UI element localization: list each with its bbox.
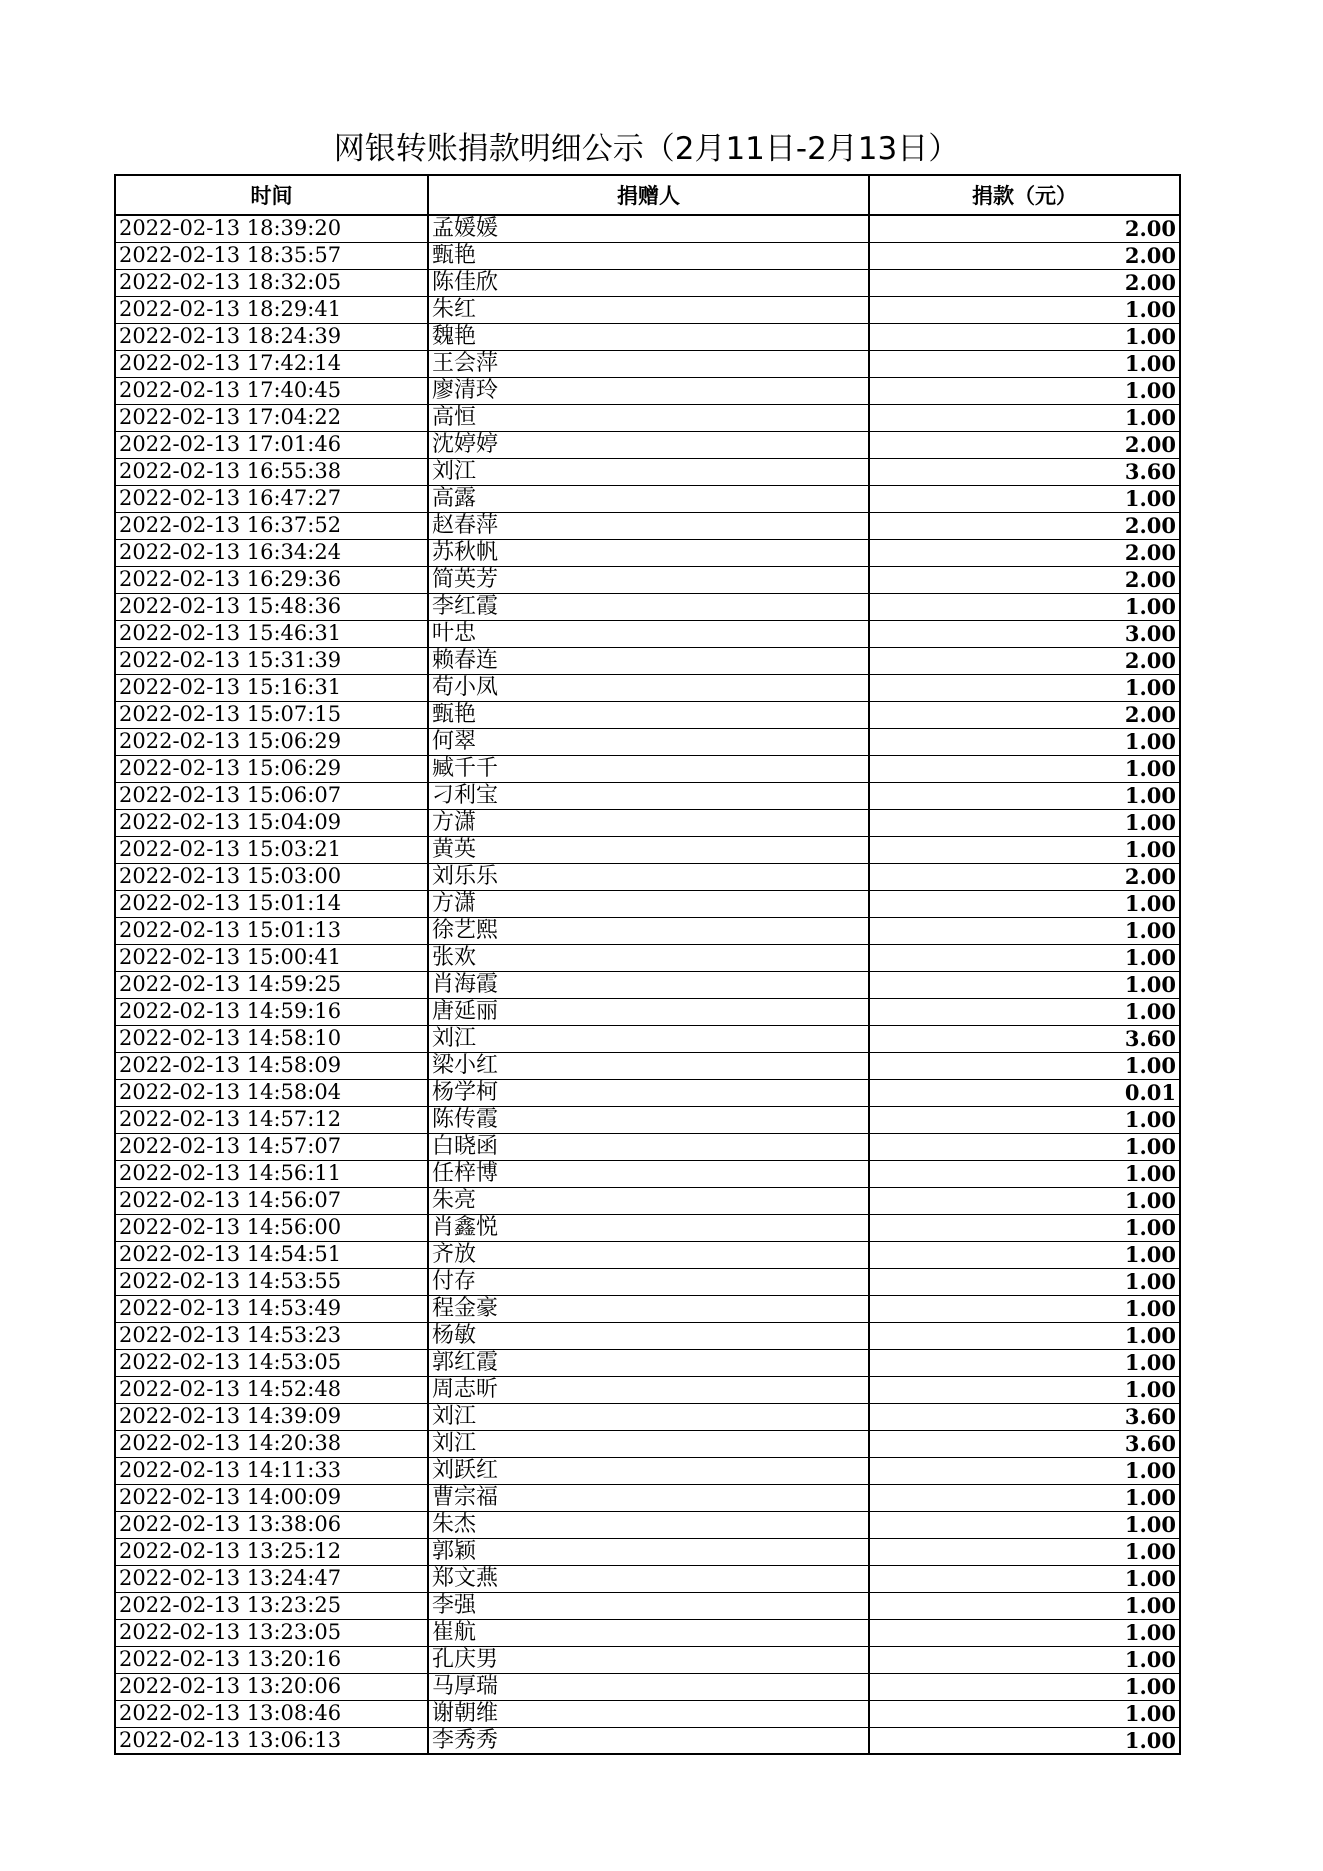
cell-amount: 1.00 xyxy=(869,404,1180,431)
cell-donor: 陈佳欣 xyxy=(428,269,869,296)
cell-time: 2022-02-13 14:53:23 xyxy=(115,1322,428,1349)
table-row xyxy=(115,998,1180,1025)
cell-donor: 肖海霞 xyxy=(428,971,869,998)
cell-amount: 1.00 xyxy=(869,1106,1180,1133)
cell-amount: 1.00 xyxy=(869,1214,1180,1241)
cell-amount: 1.00 xyxy=(869,1322,1180,1349)
cell-donor: 方潇 xyxy=(428,809,869,836)
table-row xyxy=(115,1322,1180,1349)
cell-time: 2022-02-13 14:00:09 xyxy=(115,1484,428,1511)
cell-time: 2022-02-13 15:04:09 xyxy=(115,809,428,836)
cell-donor: 唐延丽 xyxy=(428,998,869,1025)
cell-amount: 1.00 xyxy=(869,1565,1180,1592)
cell-donor: 臧千千 xyxy=(428,755,869,782)
cell-donor: 苏秋帆 xyxy=(428,539,869,566)
cell-time: 2022-02-13 16:29:36 xyxy=(115,566,428,593)
cell-time: 2022-02-13 17:40:45 xyxy=(115,377,428,404)
cell-amount: 2.00 xyxy=(869,242,1180,269)
cell-donor: 郭红霞 xyxy=(428,1349,869,1376)
table-row xyxy=(115,674,1180,701)
cell-amount: 1.00 xyxy=(869,1241,1180,1268)
table-row xyxy=(115,1727,1180,1754)
cell-amount: 1.00 xyxy=(869,890,1180,917)
cell-donor: 周志昕 xyxy=(428,1376,869,1403)
cell-donor: 曹宗福 xyxy=(428,1484,869,1511)
cell-donor: 孟媛媛 xyxy=(428,215,869,242)
table-row xyxy=(115,1187,1180,1214)
cell-donor: 黄英 xyxy=(428,836,869,863)
cell-time: 2022-02-13 15:03:00 xyxy=(115,863,428,890)
cell-donor: 甄艳 xyxy=(428,242,869,269)
table-row xyxy=(115,1403,1180,1430)
header-donor: 捐赠人 xyxy=(428,175,869,215)
cell-time: 2022-02-13 15:01:13 xyxy=(115,917,428,944)
cell-amount: 0.01 xyxy=(869,1079,1180,1106)
header-time: 时间 xyxy=(115,175,428,215)
cell-amount: 1.00 xyxy=(869,1457,1180,1484)
cell-amount: 1.00 xyxy=(869,1349,1180,1376)
cell-amount: 1.00 xyxy=(869,485,1180,512)
cell-amount: 2.00 xyxy=(869,431,1180,458)
cell-donor: 郑文燕 xyxy=(428,1565,869,1592)
table-row xyxy=(115,701,1180,728)
cell-donor: 赵春萍 xyxy=(428,512,869,539)
cell-donor: 叶忠 xyxy=(428,620,869,647)
cell-donor: 肖鑫悦 xyxy=(428,1214,869,1241)
cell-amount: 1.00 xyxy=(869,971,1180,998)
cell-time: 2022-02-13 13:23:25 xyxy=(115,1592,428,1619)
cell-time: 2022-02-13 14:56:00 xyxy=(115,1214,428,1241)
cell-amount: 1.00 xyxy=(869,1187,1180,1214)
cell-amount: 1.00 xyxy=(869,1727,1180,1754)
cell-amount: 1.00 xyxy=(869,296,1180,323)
table-row xyxy=(115,1052,1180,1079)
table-row xyxy=(115,431,1180,458)
cell-donor: 朱亮 xyxy=(428,1187,869,1214)
table-row xyxy=(115,1079,1180,1106)
cell-time: 2022-02-13 18:29:41 xyxy=(115,296,428,323)
cell-time: 2022-02-13 14:56:11 xyxy=(115,1160,428,1187)
cell-time: 2022-02-13 13:24:47 xyxy=(115,1565,428,1592)
cell-amount: 1.00 xyxy=(869,674,1180,701)
cell-time: 2022-02-13 17:01:46 xyxy=(115,431,428,458)
cell-time: 2022-02-13 14:58:04 xyxy=(115,1079,428,1106)
cell-amount: 2.00 xyxy=(869,863,1180,890)
table-body xyxy=(115,215,1180,1754)
cell-amount: 1.00 xyxy=(869,1376,1180,1403)
cell-amount: 1.00 xyxy=(869,836,1180,863)
cell-amount: 1.00 xyxy=(869,1160,1180,1187)
cell-donor: 程金豪 xyxy=(428,1295,869,1322)
cell-time: 2022-02-13 13:20:16 xyxy=(115,1646,428,1673)
table-row xyxy=(115,323,1180,350)
cell-time: 2022-02-13 15:06:29 xyxy=(115,728,428,755)
cell-donor: 杨学柯 xyxy=(428,1079,869,1106)
cell-time: 2022-02-13 15:06:07 xyxy=(115,782,428,809)
cell-time: 2022-02-13 14:57:07 xyxy=(115,1133,428,1160)
table-row xyxy=(115,1295,1180,1322)
cell-amount: 2.00 xyxy=(869,647,1180,674)
cell-time: 2022-02-13 14:53:05 xyxy=(115,1349,428,1376)
table-row xyxy=(115,1214,1180,1241)
table-row xyxy=(115,944,1180,971)
cell-time: 2022-02-13 16:34:24 xyxy=(115,539,428,566)
table-row xyxy=(115,458,1180,485)
table-row xyxy=(115,1457,1180,1484)
table-header-row xyxy=(115,175,1180,215)
cell-amount: 1.00 xyxy=(869,1538,1180,1565)
table-row xyxy=(115,377,1180,404)
cell-amount: 2.00 xyxy=(869,539,1180,566)
cell-time: 2022-02-13 14:52:48 xyxy=(115,1376,428,1403)
cell-amount: 1.00 xyxy=(869,1133,1180,1160)
table-row xyxy=(115,1268,1180,1295)
cell-time: 2022-02-13 15:07:15 xyxy=(115,701,428,728)
cell-amount: 1.00 xyxy=(869,1619,1180,1646)
cell-time: 2022-02-13 14:20:38 xyxy=(115,1430,428,1457)
cell-time: 2022-02-13 18:39:20 xyxy=(115,215,428,242)
cell-time: 2022-02-13 14:59:25 xyxy=(115,971,428,998)
cell-donor: 马厚瑞 xyxy=(428,1673,869,1700)
cell-time: 2022-02-13 18:35:57 xyxy=(115,242,428,269)
table-row xyxy=(115,755,1180,782)
cell-donor: 齐放 xyxy=(428,1241,869,1268)
table-row xyxy=(115,566,1180,593)
cell-time: 2022-02-13 14:57:12 xyxy=(115,1106,428,1133)
table-row xyxy=(115,1133,1180,1160)
cell-time: 2022-02-13 15:46:31 xyxy=(115,620,428,647)
cell-amount: 2.00 xyxy=(869,269,1180,296)
cell-amount: 1.00 xyxy=(869,1295,1180,1322)
cell-donor: 廖清玲 xyxy=(428,377,869,404)
cell-amount: 1.00 xyxy=(869,593,1180,620)
table-row xyxy=(115,890,1180,917)
table-row xyxy=(115,1646,1180,1673)
cell-donor: 王会萍 xyxy=(428,350,869,377)
cell-donor: 孔庆男 xyxy=(428,1646,869,1673)
table-row xyxy=(115,215,1180,242)
cell-donor: 简英芳 xyxy=(428,566,869,593)
cell-donor: 刁利宝 xyxy=(428,782,869,809)
cell-amount: 1.00 xyxy=(869,377,1180,404)
cell-time: 2022-02-13 16:47:27 xyxy=(115,485,428,512)
cell-amount: 2.00 xyxy=(869,512,1180,539)
cell-amount: 1.00 xyxy=(869,323,1180,350)
cell-time: 2022-02-13 14:56:07 xyxy=(115,1187,428,1214)
cell-donor: 刘江 xyxy=(428,1403,869,1430)
cell-time: 2022-02-13 15:16:31 xyxy=(115,674,428,701)
table-row xyxy=(115,404,1180,431)
cell-amount: 1.00 xyxy=(869,1484,1180,1511)
cell-donor: 刘江 xyxy=(428,1430,869,1457)
cell-amount: 2.00 xyxy=(869,215,1180,242)
cell-donor: 付存 xyxy=(428,1268,869,1295)
cell-donor: 朱红 xyxy=(428,296,869,323)
donation-table xyxy=(114,174,1181,1755)
cell-donor: 苟小凤 xyxy=(428,674,869,701)
cell-amount: 1.00 xyxy=(869,1052,1180,1079)
cell-time: 2022-02-13 13:23:05 xyxy=(115,1619,428,1646)
cell-donor: 李强 xyxy=(428,1592,869,1619)
cell-time: 2022-02-13 13:20:06 xyxy=(115,1673,428,1700)
table-row xyxy=(115,836,1180,863)
cell-donor: 高恒 xyxy=(428,404,869,431)
cell-time: 2022-02-13 14:39:09 xyxy=(115,1403,428,1430)
table-row xyxy=(115,1430,1180,1457)
cell-amount: 1.00 xyxy=(869,728,1180,755)
cell-time: 2022-02-13 14:54:51 xyxy=(115,1241,428,1268)
table-row xyxy=(115,971,1180,998)
cell-donor: 刘乐乐 xyxy=(428,863,869,890)
table-row xyxy=(115,782,1180,809)
cell-time: 2022-02-13 17:04:22 xyxy=(115,404,428,431)
cell-amount: 1.00 xyxy=(869,1700,1180,1727)
cell-time: 2022-02-13 14:58:10 xyxy=(115,1025,428,1052)
cell-time: 2022-02-13 14:11:33 xyxy=(115,1457,428,1484)
cell-time: 2022-02-13 18:32:05 xyxy=(115,269,428,296)
cell-time: 2022-02-13 14:59:16 xyxy=(115,998,428,1025)
cell-time: 2022-02-13 13:08:46 xyxy=(115,1700,428,1727)
cell-time: 2022-02-13 15:01:14 xyxy=(115,890,428,917)
table-row xyxy=(115,593,1180,620)
table-row xyxy=(115,1700,1180,1727)
cell-time: 2022-02-13 15:31:39 xyxy=(115,647,428,674)
cell-amount: 1.00 xyxy=(869,998,1180,1025)
cell-time: 2022-02-13 14:58:09 xyxy=(115,1052,428,1079)
cell-time: 2022-02-13 13:38:06 xyxy=(115,1511,428,1538)
table-row xyxy=(115,1538,1180,1565)
cell-amount: 1.00 xyxy=(869,917,1180,944)
table-row xyxy=(115,1106,1180,1133)
cell-time: 2022-02-13 13:25:12 xyxy=(115,1538,428,1565)
cell-donor: 白晓函 xyxy=(428,1133,869,1160)
cell-time: 2022-02-13 15:06:29 xyxy=(115,755,428,782)
cell-amount: 1.00 xyxy=(869,1673,1180,1700)
cell-donor: 甄艳 xyxy=(428,701,869,728)
cell-donor: 郭颖 xyxy=(428,1538,869,1565)
table-row xyxy=(115,863,1180,890)
cell-amount: 1.00 xyxy=(869,809,1180,836)
cell-time: 2022-02-13 14:53:49 xyxy=(115,1295,428,1322)
cell-donor: 李红霞 xyxy=(428,593,869,620)
cell-donor: 方潇 xyxy=(428,890,869,917)
cell-time: 2022-02-13 14:53:55 xyxy=(115,1268,428,1295)
table-row xyxy=(115,1511,1180,1538)
table-row xyxy=(115,539,1180,566)
cell-donor: 赖春连 xyxy=(428,647,869,674)
cell-donor: 梁小红 xyxy=(428,1052,869,1079)
cell-time: 2022-02-13 15:03:21 xyxy=(115,836,428,863)
table-row xyxy=(115,1484,1180,1511)
cell-amount: 1.00 xyxy=(869,1592,1180,1619)
table-row xyxy=(115,1025,1180,1052)
cell-amount: 3.60 xyxy=(869,1403,1180,1430)
table-row xyxy=(115,809,1180,836)
cell-donor: 高露 xyxy=(428,485,869,512)
cell-donor: 魏艳 xyxy=(428,323,869,350)
table-row xyxy=(115,512,1180,539)
table-row xyxy=(115,1160,1180,1187)
cell-time: 2022-02-13 15:00:41 xyxy=(115,944,428,971)
table-row xyxy=(115,242,1180,269)
cell-time: 2022-02-13 16:37:52 xyxy=(115,512,428,539)
cell-amount: 3.00 xyxy=(869,620,1180,647)
cell-donor: 何翠 xyxy=(428,728,869,755)
cell-donor: 刘江 xyxy=(428,1025,869,1052)
table-row xyxy=(115,917,1180,944)
page-title: 网银转账捐款明细公示（2月11日-2月13日） xyxy=(333,131,960,167)
cell-amount: 1.00 xyxy=(869,755,1180,782)
cell-donor: 李秀秀 xyxy=(428,1727,869,1754)
cell-donor: 张欢 xyxy=(428,944,869,971)
cell-donor: 杨敏 xyxy=(428,1322,869,1349)
cell-donor: 沈婷婷 xyxy=(428,431,869,458)
cell-amount: 2.00 xyxy=(869,701,1180,728)
cell-time: 2022-02-13 18:24:39 xyxy=(115,323,428,350)
cell-donor: 刘跃红 xyxy=(428,1457,869,1484)
cell-amount: 3.60 xyxy=(869,1025,1180,1052)
cell-amount: 1.00 xyxy=(869,782,1180,809)
table-row xyxy=(115,269,1180,296)
table-row xyxy=(115,1592,1180,1619)
cell-amount: 1.00 xyxy=(869,1646,1180,1673)
table-row xyxy=(115,350,1180,377)
header-amount: 捐款（元） xyxy=(869,175,1180,215)
cell-time: 2022-02-13 15:48:36 xyxy=(115,593,428,620)
cell-donor: 陈传霞 xyxy=(428,1106,869,1133)
cell-amount: 1.00 xyxy=(869,1511,1180,1538)
cell-time: 2022-02-13 13:06:13 xyxy=(115,1727,428,1754)
table-row xyxy=(115,296,1180,323)
cell-amount: 3.60 xyxy=(869,1430,1180,1457)
table-row xyxy=(115,1619,1180,1646)
cell-amount: 1.00 xyxy=(869,944,1180,971)
table-row xyxy=(115,620,1180,647)
cell-amount: 2.00 xyxy=(869,566,1180,593)
cell-donor: 刘江 xyxy=(428,458,869,485)
table-row xyxy=(115,1673,1180,1700)
table-row xyxy=(115,728,1180,755)
cell-amount: 1.00 xyxy=(869,350,1180,377)
table-row xyxy=(115,1376,1180,1403)
table-row xyxy=(115,485,1180,512)
cell-time: 2022-02-13 17:42:14 xyxy=(115,350,428,377)
cell-donor: 谢朝维 xyxy=(428,1700,869,1727)
table-row xyxy=(115,1349,1180,1376)
cell-donor: 朱杰 xyxy=(428,1511,869,1538)
cell-time: 2022-02-13 16:55:38 xyxy=(115,458,428,485)
cell-amount: 1.00 xyxy=(869,1268,1180,1295)
cell-amount: 3.60 xyxy=(869,458,1180,485)
table-row xyxy=(115,1241,1180,1268)
cell-donor: 任梓博 xyxy=(428,1160,869,1187)
cell-donor: 徐艺熙 xyxy=(428,917,869,944)
cell-donor: 崔航 xyxy=(428,1619,869,1646)
table-row xyxy=(115,647,1180,674)
table-row xyxy=(115,1565,1180,1592)
